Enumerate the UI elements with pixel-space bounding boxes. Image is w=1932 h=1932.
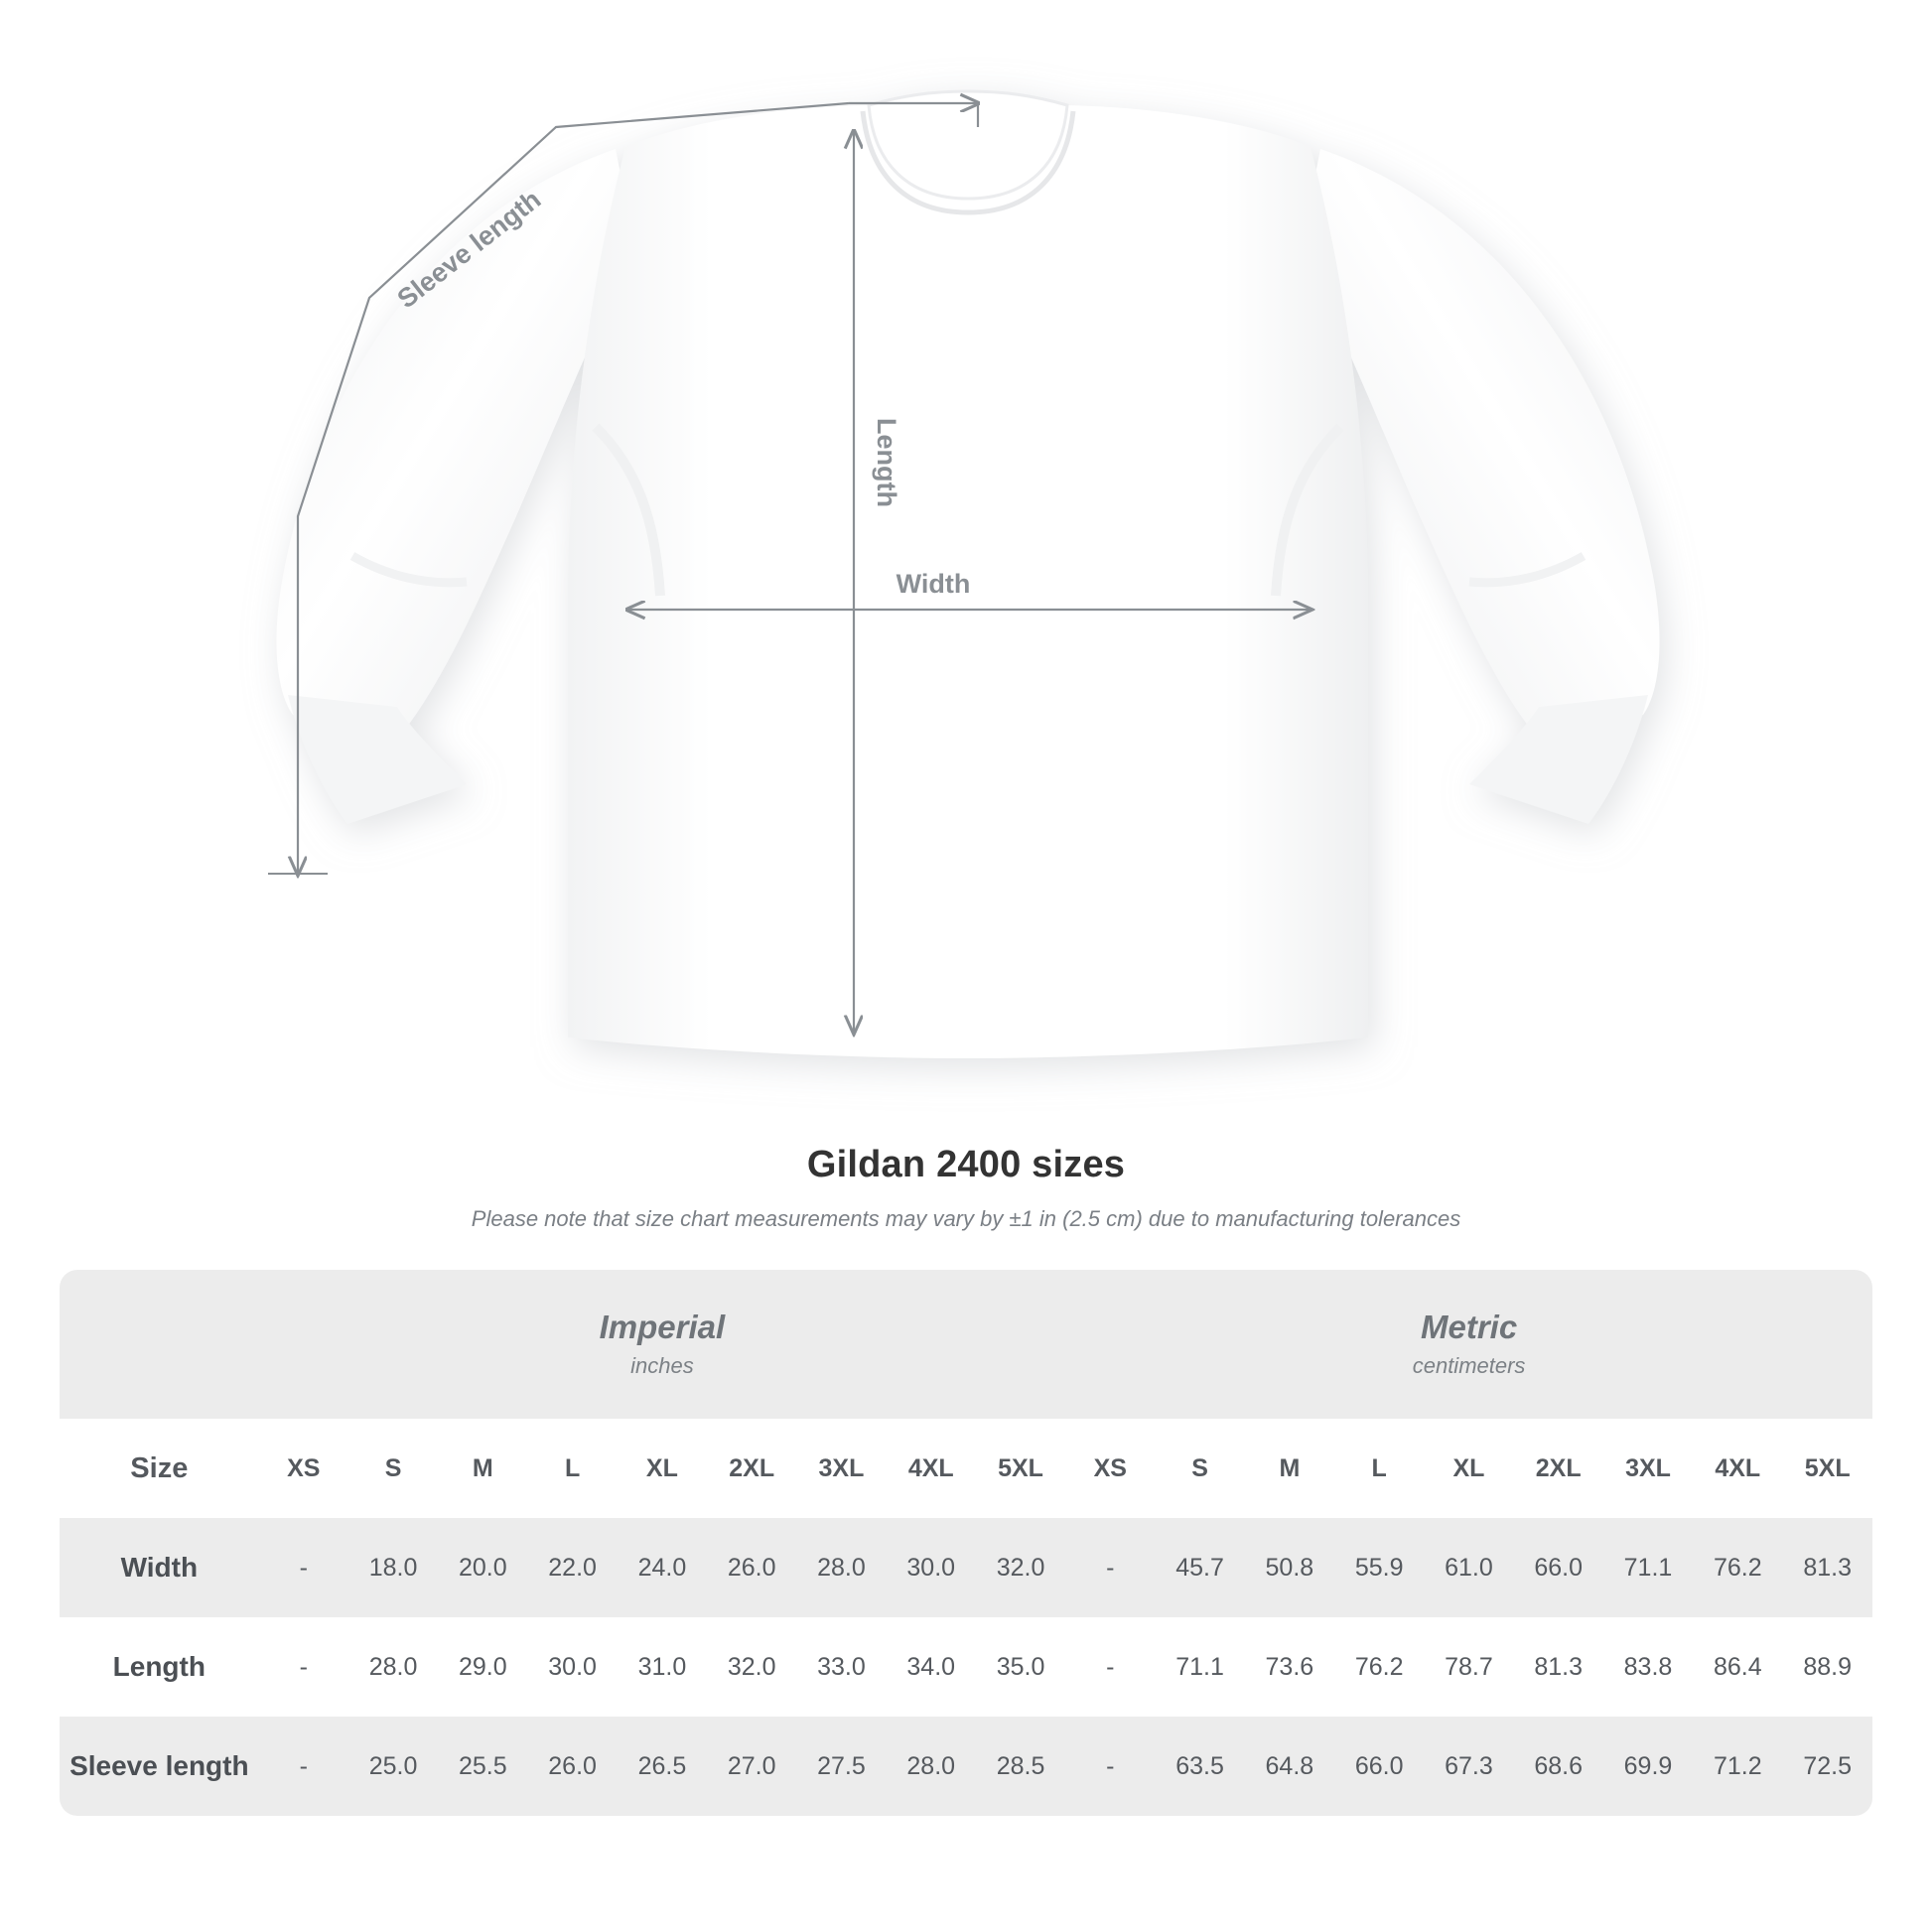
table-cell: 71.1 xyxy=(1155,1617,1244,1717)
table-cell: 25.0 xyxy=(348,1717,438,1816)
size-column-header: S xyxy=(1155,1419,1244,1518)
table-cell: - xyxy=(259,1518,348,1617)
table-cell: 78.7 xyxy=(1424,1617,1513,1717)
length-label: Length xyxy=(872,418,901,507)
size-column-header: L xyxy=(527,1419,617,1518)
unit-imperial-sub: inches xyxy=(630,1353,694,1379)
size-column-header: XL xyxy=(1424,1419,1513,1518)
table-cell: 31.0 xyxy=(618,1617,707,1717)
table-cell: 33.0 xyxy=(796,1617,886,1717)
table-row xyxy=(60,1617,1872,1717)
table-cell: 20.0 xyxy=(438,1518,527,1617)
width-label: Width xyxy=(896,569,971,599)
page-title: Gildan 2400 sizes xyxy=(806,1144,1126,1185)
size-column-header: 4XL xyxy=(887,1419,976,1518)
table-cell: 28.0 xyxy=(348,1617,438,1717)
table-cell: 32.0 xyxy=(707,1617,796,1717)
table-cell: 72.5 xyxy=(1782,1717,1872,1816)
table-cell: 22.0 xyxy=(527,1518,617,1617)
table-cell: 69.9 xyxy=(1603,1717,1693,1816)
tolerance-note: Please note that size chart measurements may vary by ±1 in (2.5 cm) due to manufacturing tolerances xyxy=(471,1206,1461,1231)
table-cell: 66.0 xyxy=(1514,1518,1603,1617)
unit-metric xyxy=(1065,1270,1872,1419)
table-cell: 28.0 xyxy=(796,1518,886,1617)
table-cell: 28.0 xyxy=(887,1717,976,1816)
size-column-header: 3XL xyxy=(796,1419,886,1518)
size-column-header: L xyxy=(1334,1419,1424,1518)
unit-metric-title: Metric xyxy=(1420,1308,1518,1345)
table-cell: 71.2 xyxy=(1693,1717,1782,1816)
table-cell: 76.2 xyxy=(1334,1617,1424,1717)
table-cell: 34.0 xyxy=(887,1617,976,1717)
table-cell: 32.0 xyxy=(976,1518,1065,1617)
table-row xyxy=(60,1518,1872,1617)
row-label: Sleeve length xyxy=(60,1717,259,1816)
table-cell: 86.4 xyxy=(1693,1617,1782,1717)
table-cell: - xyxy=(259,1617,348,1717)
table-cell: 25.5 xyxy=(438,1717,527,1816)
size-column-header: 3XL xyxy=(1603,1419,1693,1518)
table-cell: 83.8 xyxy=(1603,1617,1693,1717)
table-cell: 27.5 xyxy=(796,1717,886,1816)
table-cell: 30.0 xyxy=(527,1617,617,1717)
table-cell: 67.3 xyxy=(1424,1717,1513,1816)
table-cell: 28.5 xyxy=(976,1717,1065,1816)
table-cell: - xyxy=(1065,1617,1155,1717)
row-label: Length xyxy=(60,1617,259,1717)
table-cell: 76.2 xyxy=(1693,1518,1782,1617)
row-label: Width xyxy=(60,1518,259,1617)
table-cell: 26.5 xyxy=(618,1717,707,1816)
size-table-wrapper xyxy=(60,1270,1872,1816)
table-cell: 45.7 xyxy=(1155,1518,1244,1617)
table-cell: 81.3 xyxy=(1514,1617,1603,1717)
size-column-header: XS xyxy=(259,1419,348,1518)
table-cell: 61.0 xyxy=(1424,1518,1513,1617)
table-cell: 35.0 xyxy=(976,1617,1065,1717)
table-cell: 55.9 xyxy=(1334,1518,1424,1617)
table-cell: 50.8 xyxy=(1245,1518,1334,1617)
unit-header-row xyxy=(60,1270,1872,1419)
table-cell: 29.0 xyxy=(438,1617,527,1717)
table-cell: 64.8 xyxy=(1245,1717,1334,1816)
size-table xyxy=(60,1270,1872,1816)
table-cell: 73.6 xyxy=(1245,1617,1334,1717)
table-cell: 71.1 xyxy=(1603,1518,1693,1617)
size-column-header: XL xyxy=(618,1419,707,1518)
size-column-header: 5XL xyxy=(976,1419,1065,1518)
table-cell: 88.9 xyxy=(1782,1617,1872,1717)
table-cell: 63.5 xyxy=(1155,1717,1244,1816)
unit-spacer xyxy=(60,1270,259,1419)
table-cell: 27.0 xyxy=(707,1717,796,1816)
table-cell: 66.0 xyxy=(1334,1717,1424,1816)
size-column-header: S xyxy=(348,1419,438,1518)
table-cell: - xyxy=(259,1717,348,1816)
table-cell: 26.0 xyxy=(527,1717,617,1816)
table-cell: 68.6 xyxy=(1514,1717,1603,1816)
sleeve-length-label: Sleeve length xyxy=(391,184,547,315)
size-column-header: 4XL xyxy=(1693,1419,1782,1518)
table-cell: 18.0 xyxy=(348,1518,438,1617)
size-header-label: Size xyxy=(60,1419,259,1518)
size-column-header: M xyxy=(438,1419,527,1518)
table-row xyxy=(60,1717,1872,1816)
table-cell: 81.3 xyxy=(1782,1518,1872,1617)
size-column-header: XS xyxy=(1065,1419,1155,1518)
unit-imperial-title: Imperial xyxy=(599,1308,726,1345)
table-cell: - xyxy=(1065,1717,1155,1816)
table-cell: 24.0 xyxy=(618,1518,707,1617)
table-cell: 26.0 xyxy=(707,1518,796,1617)
size-column-header: 2XL xyxy=(1514,1419,1603,1518)
unit-metric-sub: centimeters xyxy=(1412,1353,1526,1379)
size-header-row xyxy=(60,1419,1872,1518)
table-cell: 30.0 xyxy=(887,1518,976,1617)
size-column-header: M xyxy=(1245,1419,1334,1518)
unit-imperial xyxy=(259,1270,1066,1419)
size-column-header: 2XL xyxy=(707,1419,796,1518)
size-column-header: 5XL xyxy=(1782,1419,1872,1518)
table-cell: - xyxy=(1065,1518,1155,1617)
